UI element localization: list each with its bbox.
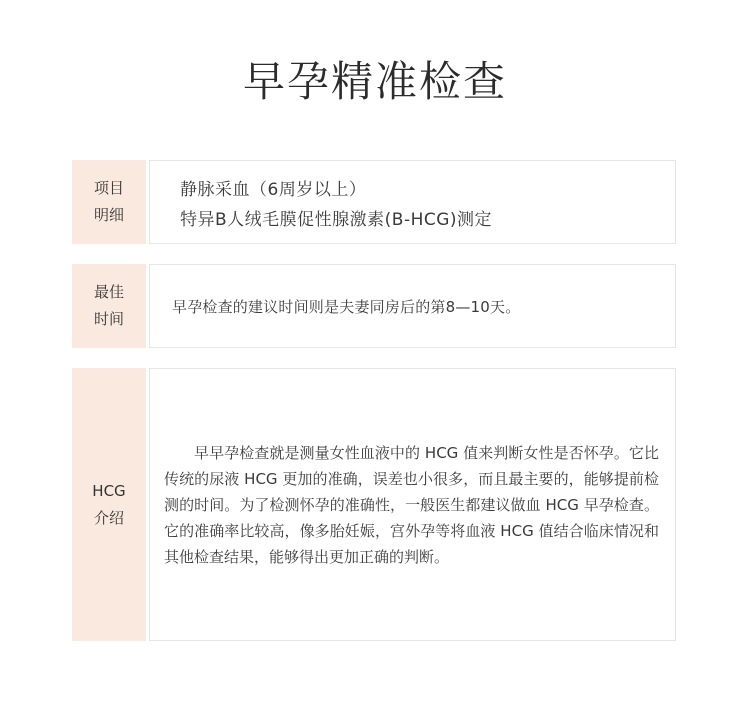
row-label-best-time: [72, 264, 146, 348]
row-label-items: [72, 160, 146, 244]
row-content-hcg-intro: [149, 368, 676, 641]
label-line: HCG: [92, 481, 126, 500]
info-row-hcg-intro: [72, 368, 676, 641]
row-content-best-time: [149, 264, 676, 348]
info-row-items: [72, 160, 676, 244]
page-title: 早孕精准检查: [242, 57, 507, 106]
best-time-text: 早孕检查的建议时间则是夫妻同房后的第8—10天。: [172, 297, 521, 316]
label-line: 项目: [93, 179, 124, 197]
label-line: 介绍: [93, 508, 124, 527]
info-row-best-time: [72, 264, 676, 348]
label-line: 明细: [93, 206, 124, 224]
hcg-intro-text: 早早孕检查就是测量女性血液中的 HCG 值来判断女性是否怀孕。它比传统的尿液 HCG 更加的准确，误差也小很多，而且最主要的，能够提前检测的时间。为了检测怀孕的准确性，一般医生都建议做血 HCG 早孕检查。它的准确率比较高，像多胎妊娠，宫外孕等将血液 HCG 值结合临床情况和其他检查结果，能够得出更加正确的判断。: [164, 443, 659, 566]
item-line: 静脉采血（6周岁以上）: [180, 180, 367, 200]
label-line: 时间: [93, 310, 124, 328]
label-line: 最佳: [93, 283, 124, 301]
row-content-items: [149, 160, 676, 244]
item-line: 特异B人绒毛膜促性腺激素(B-HCG)测定: [180, 210, 493, 230]
row-label-hcg-intro: [72, 368, 146, 641]
